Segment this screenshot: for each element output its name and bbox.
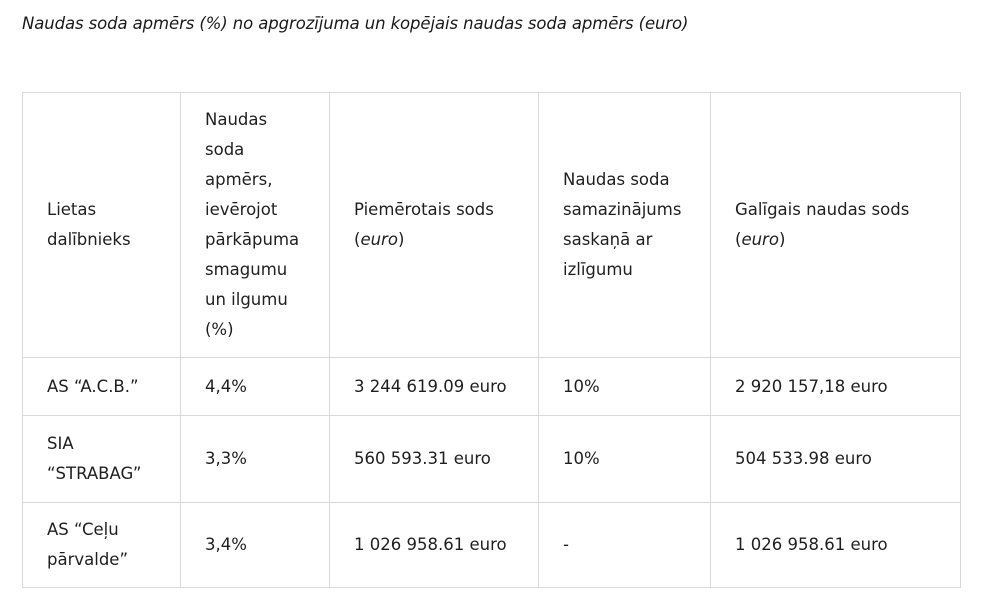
table-row: [23, 503, 961, 588]
header-percent: Naudas soda apmērs, ievērojot pārkāpuma smagumu un ilgumu (%): [181, 93, 330, 358]
cell-reduction: -: [539, 503, 711, 588]
header-final-unit: euro: [741, 230, 779, 249]
header-applied-prefix: Piemērotais sods (: [354, 200, 494, 249]
table-row: [23, 416, 961, 503]
header-applied-unit: euro: [360, 230, 398, 249]
header-applied-suffix: ): [397, 230, 405, 249]
header-final-fine: [711, 93, 961, 358]
cell-percent: 3,3%: [181, 416, 330, 503]
cell-applied-fine: 1 026 958.61 euro: [330, 503, 539, 588]
fines-table: [22, 92, 961, 588]
cell-final-fine: 504 533.98 euro: [711, 416, 961, 503]
table-row: [23, 358, 961, 416]
header-applied-fine: [330, 93, 539, 358]
header-participant: Lietas dalībnieks: [23, 93, 181, 358]
cell-reduction: 10%: [539, 358, 711, 416]
cell-final-fine: 2 920 157,18 euro: [711, 358, 961, 416]
cell-applied-fine: 3 244 619.09 euro: [330, 358, 539, 416]
table-caption: Naudas soda apmērs (%) no apgrozījuma un kopējais naudas soda apmērs (euro): [22, 14, 689, 33]
cell-participant: AS “Ceļu pārvalde”: [23, 503, 181, 588]
cell-reduction: 10%: [539, 416, 711, 503]
cell-applied-fine: 560 593.31 euro: [330, 416, 539, 503]
cell-final-fine: 1 026 958.61 euro: [711, 503, 961, 588]
cell-percent: 4,4%: [181, 358, 330, 416]
header-final-prefix: Galīgais naudas sods (: [735, 200, 910, 249]
cell-participant: AS “A.C.B.”: [23, 358, 181, 416]
cell-participant: SIA “STRABAG”: [23, 416, 181, 503]
table-header-row: [23, 93, 961, 358]
header-final-suffix: ): [778, 230, 786, 249]
cell-percent: 3,4%: [181, 503, 330, 588]
header-reduction: Naudas soda samazinājums saskaņā ar izlīgumu: [539, 93, 711, 358]
